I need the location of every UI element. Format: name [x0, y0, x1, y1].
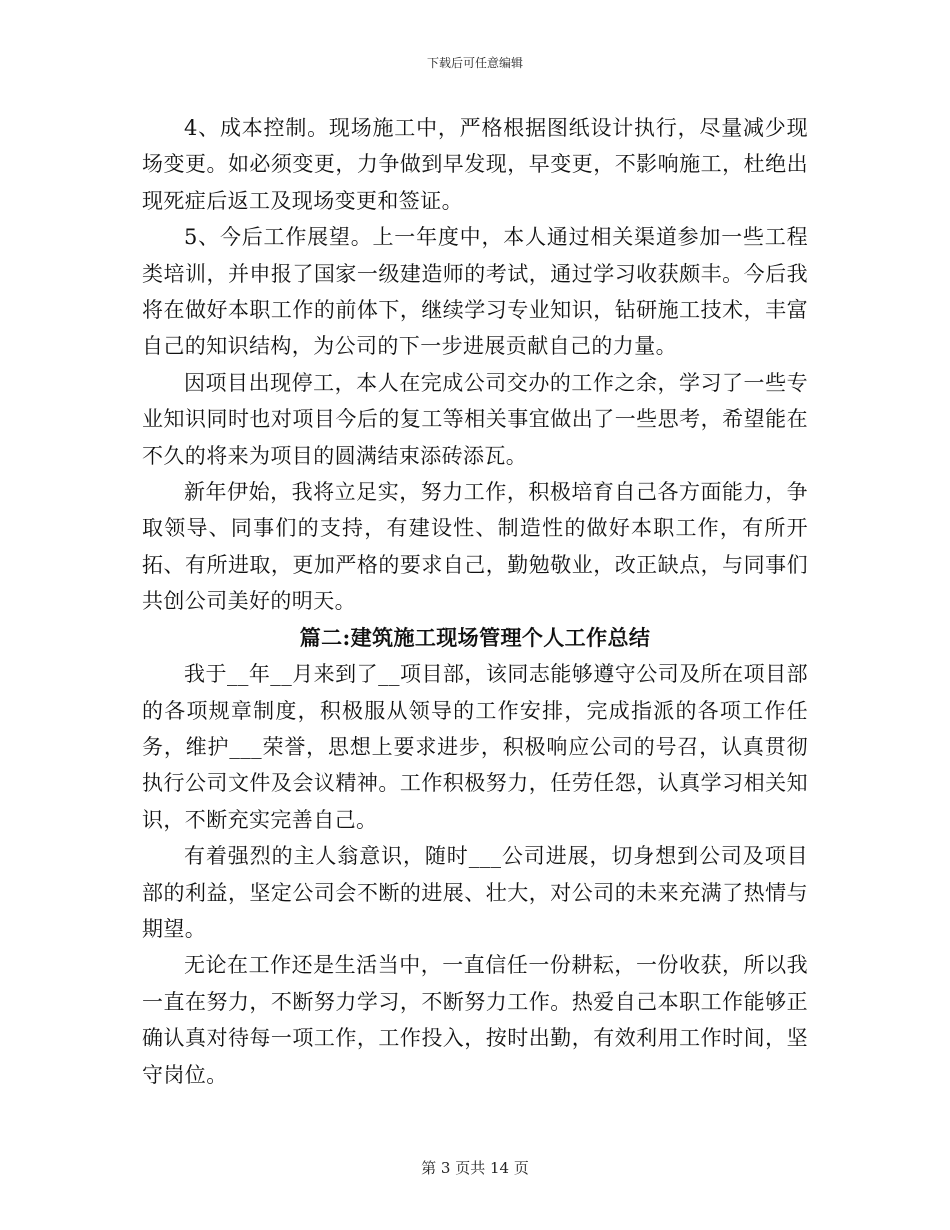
section-heading: 篇二:建筑施工现场管理个人工作总结	[299, 624, 651, 650]
document-body	[142, 110, 808, 1093]
paragraph: 4、成本控制。现场施工中，严格根据图纸设计执行，尽量减少现场变更。如必须变更，力争做到早发现，早变更，不影响施工，杜绝出现死症后返工及现场变更和签证。	[142, 116, 808, 213]
paragraph: 因项目出现停工，本人在完成公司交办的工作之余，学习了一些专业知识同时也对项目今后的复工等相关事宜做出了一些思考，希望能在不久的将来为项目的圆满结束添砖添瓦。	[142, 370, 808, 468]
paragraph: 无论在工作还是生活当中，一直信任一份耕耘，一份收获，所以我一直在努力，不断努力学习，不断努力工作。热爱自己本职工作能够正确认真对待每一项工作，工作投入，按时出勤，有效利用工作时间，坚守岗位。	[142, 953, 808, 1087]
paragraph: 新年伊始，我将立足实，努力工作，积极培育自己各方面能力，争取领导、同事们的支持，有建设性、制造性的做好本职工作，有所开拓、有所进取，更加严格的要求自己，勤勉敬业，改正缺点，与同事们共创公司美好的明天。	[142, 480, 808, 614]
paragraph: 我于__年__月来到了__项目部，该同志能够遵守公司及所在项目部的各项规章制度，积极服从领导的工作安排，完成指派的各项工作任务，维护___荣誉，思想上要求进步，积极响应公司的号召，认真贯彻执行公司文件及会议精神。工作积极努力，任劳任怨，认真学习相关知识，不断充实完善自己。	[142, 662, 808, 832]
header-note: 下载后可任意编辑	[426, 56, 523, 70]
paragraph: 5、今后工作展望。上一年度中，本人通过相关渠道参加一些工程类培训，并申报了国家一级建造师的考试，通过学习收获颇丰。今后我将在做好本职工作的前体下，继续学习专业知识，钻研施工技术，丰富自己的知识结构，为公司的下一步进展贡献自己的力量。	[142, 225, 808, 359]
paragraph: 有着强烈的主人翁意识，随时___公司进展，切身想到公司及项目部的利益，坚定公司会不断的进展、壮大，对公司的未来充满了热情与期望。	[142, 844, 808, 941]
page-number: 第 3 页共 14 页	[421, 1159, 529, 1177]
